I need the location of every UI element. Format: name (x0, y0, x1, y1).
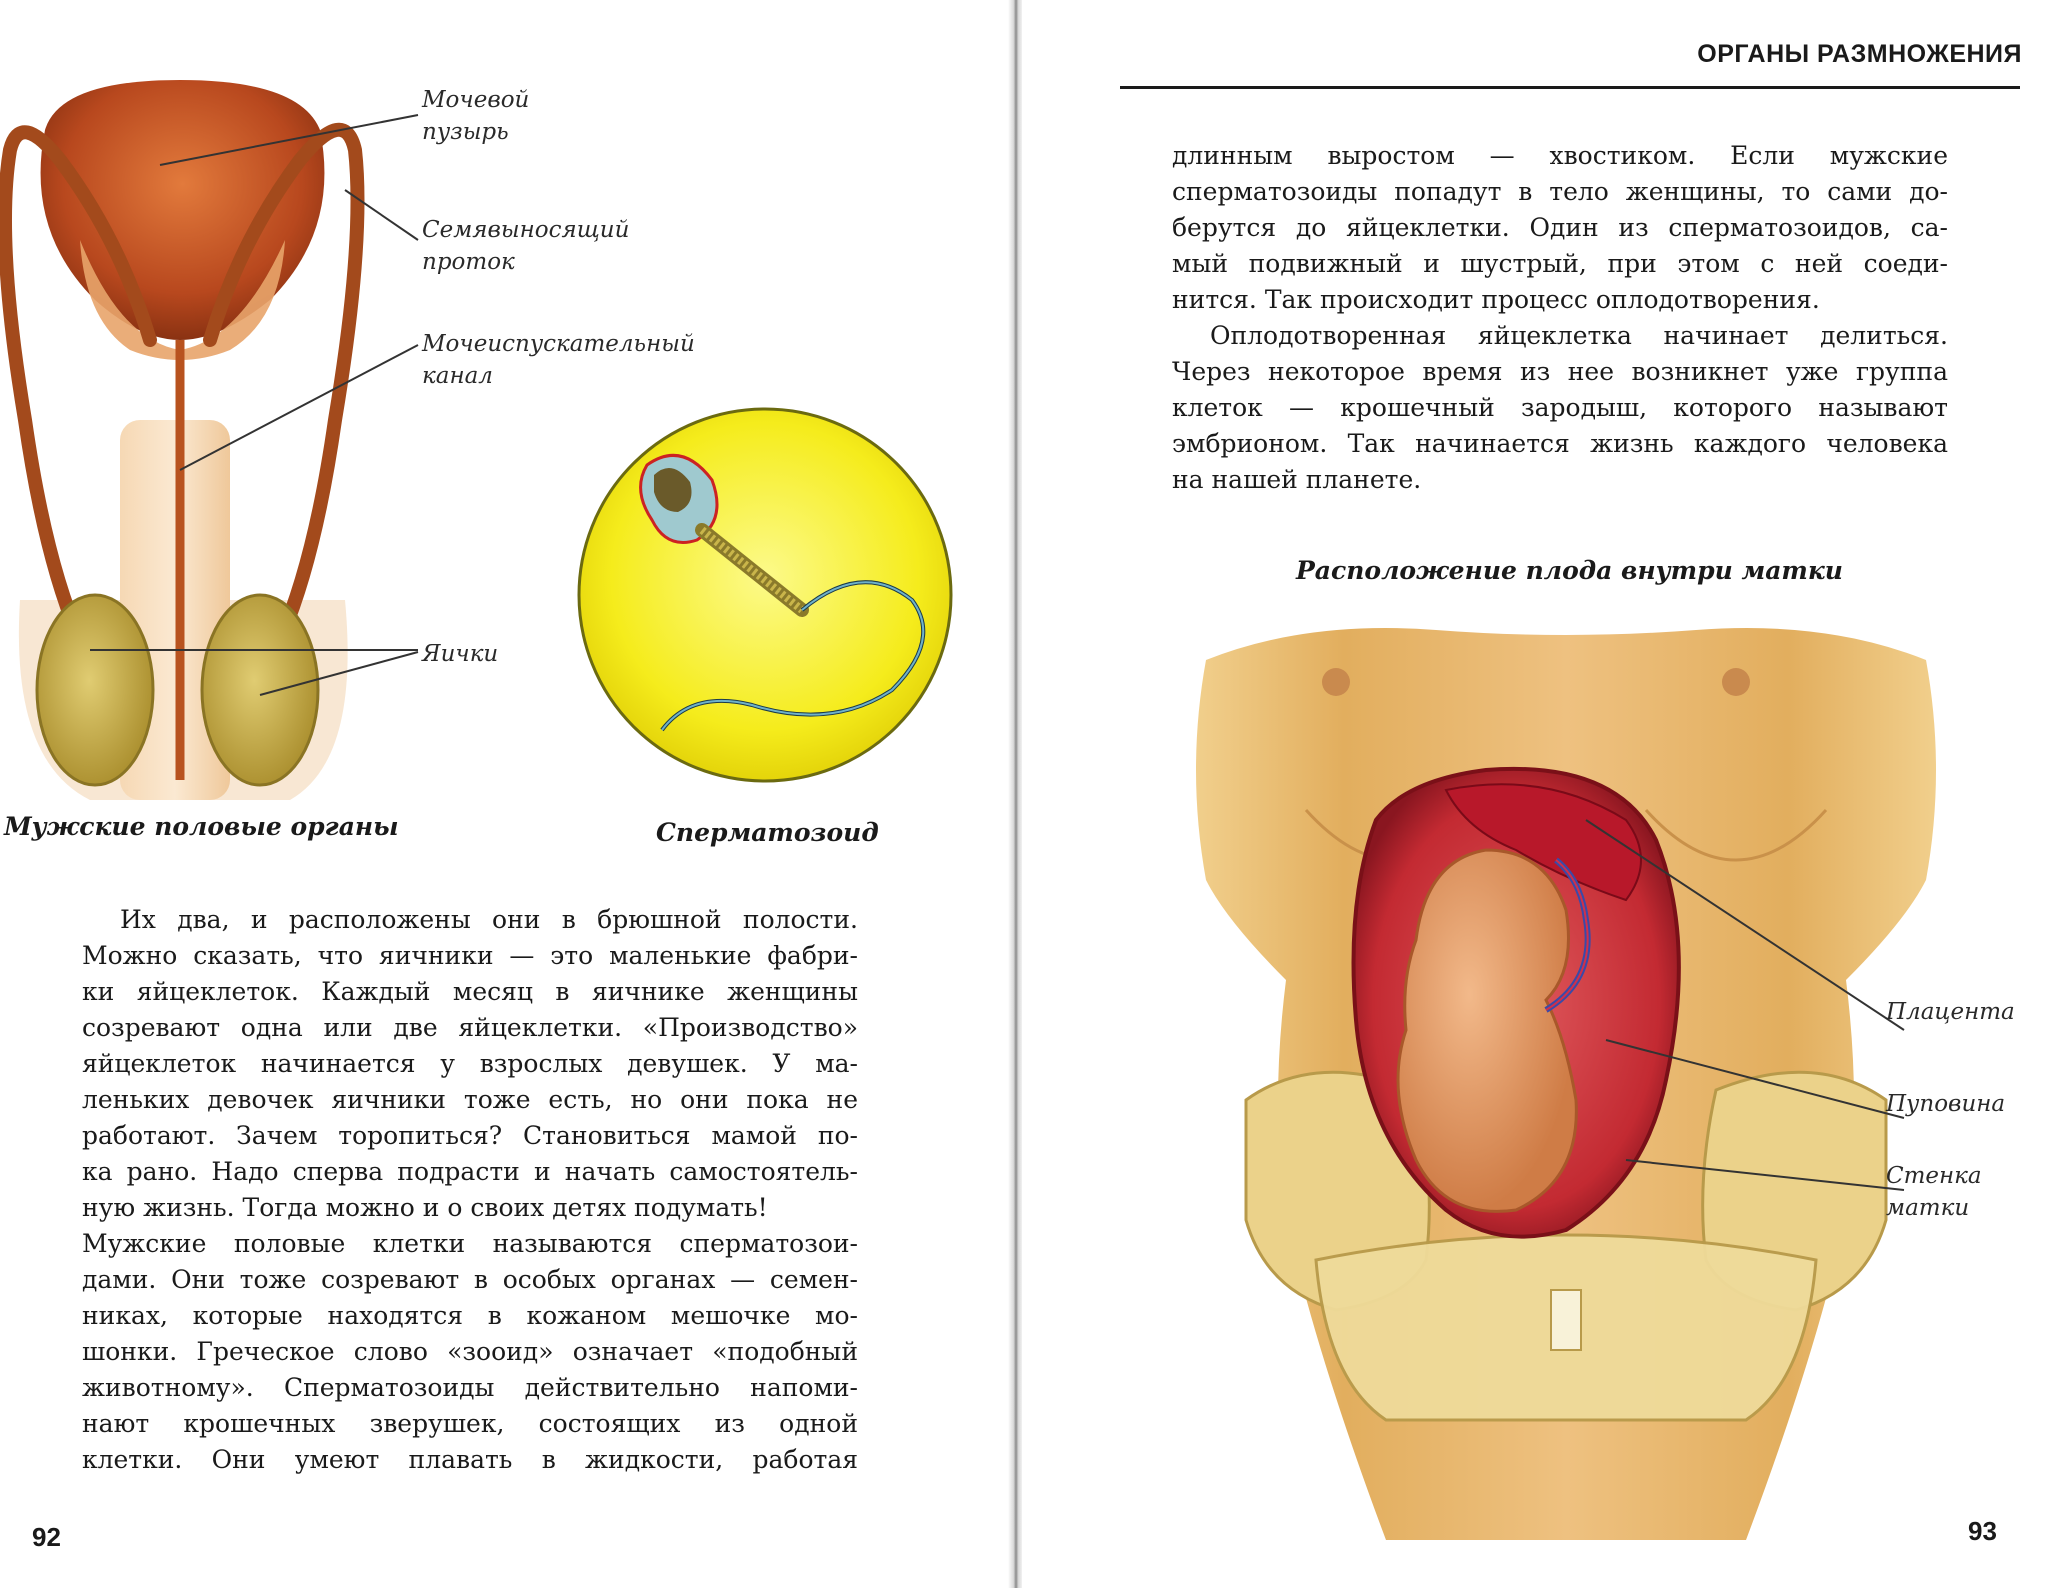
running-head: ОРГАНЫ РАЗМНОЖЕНИЯ (1697, 40, 2022, 68)
text-line: сперматозоиды попадут в тело женщины, то сами до- (1172, 177, 1948, 206)
text-line: клетки. Они умеют плавать в жидкости, работая (82, 1445, 858, 1474)
text-line: шонки. Греческое слово «зооид» означает «подобный (82, 1337, 858, 1366)
text-line: длинным выростом — хвостиком. Если мужские (1172, 141, 1948, 170)
text-line: Оплодотворенная яйцеклетка начинает делиться. (1210, 321, 1948, 350)
label-uterine-wall (1886, 1160, 1982, 1224)
text-line: Через некоторое время из нее возникнет уже группа (1172, 357, 1948, 386)
text-line: дами. Они тоже созревают в особых органах — семен- (82, 1265, 858, 1294)
label-urethra (422, 328, 695, 392)
text-line: леньких девочек яичники тоже есть, но они пока не (82, 1085, 858, 1114)
label-testes (422, 638, 498, 670)
label-urethra-line-2: канал (422, 363, 493, 389)
text-line: эмбрионом. Так начинается жизнь каждого человека (1172, 429, 1948, 458)
label-bladder-line-1: Мочевой (422, 87, 530, 113)
right-page (1022, 0, 2048, 1588)
caption-male-organs: Мужские половые органы (4, 812, 399, 841)
running-head-rule (1120, 86, 2020, 89)
text-line: ки яйцеклеток. Каждый месяц в яичнике женщины (82, 977, 858, 1006)
left-body-text (82, 902, 858, 1478)
label-placenta-text: Плацента (1886, 999, 2015, 1025)
label-umbilical-cord (1886, 1088, 2005, 1120)
fetus-in-uterus-illustration (1186, 620, 1948, 1540)
page-number-right: 93 (1968, 1516, 1997, 1546)
label-wall-line-1: Стенка (1886, 1163, 1982, 1189)
caption-sperm: Сперматозоид (656, 818, 879, 847)
caption-fetus: Расположение плода внутри матки (1296, 556, 1843, 585)
text-line: Мужские половые клетки называются сперматозои- (82, 1229, 858, 1258)
text-line: нится. Так происходит процесс оплодотворения. (1172, 285, 1820, 314)
text-line: мый подвижный и шустрый, при этом с ней соеди- (1172, 249, 1948, 278)
text-line: Их два, и расположены они в брюшной полости. (120, 905, 858, 934)
label-bladder (422, 84, 529, 148)
text-line: Можно сказать, что яичники — это маленькие фабри- (82, 941, 858, 970)
text-line: берутся до яйцеклетки. Один из сперматозоидов, са- (1172, 213, 1948, 242)
label-placenta (1886, 996, 2015, 1028)
text-line: яйцеклеток начинается у взрослых девушек. У ма- (82, 1049, 858, 1078)
left-page (0, 0, 1010, 1588)
label-urethra-line-1: Мочеиспускательный (422, 331, 695, 357)
label-vas-deferens (422, 214, 629, 278)
label-vas-line-1: Семявыносящий (422, 217, 630, 243)
text-line: работают. Зачем торопиться? Становиться мамой по- (82, 1121, 858, 1150)
label-bladder-line-2: пузырь (422, 119, 509, 145)
text-line: ную жизнь. Тогда можно и о своих детях подумать! (82, 1193, 768, 1222)
text-line: ка рано. Надо сперва подрасти и начать самостоятель- (82, 1157, 858, 1186)
label-testes-text: Яички (422, 641, 499, 667)
text-line: на нашей планете. (1172, 465, 1422, 494)
text-line: животному». Сперматозоиды действительно напоми- (82, 1373, 858, 1402)
label-cord-text: Пуповина (1886, 1091, 2006, 1117)
male-organs-illustration (0, 40, 420, 800)
text-line: клеток — крошечный зародыш, которого называют (1172, 393, 1948, 422)
label-vas-line-2: проток (422, 249, 515, 275)
text-line: созревают одна или две яйцеклетки. «Производство» (82, 1013, 858, 1042)
sperm-illustration (572, 400, 958, 790)
page-number-left: 92 (32, 1522, 61, 1552)
text-line: нают крошечных зверушек, состоящих из одной (82, 1409, 858, 1438)
right-body-text (1172, 138, 1948, 498)
text-line: никах, которые находятся в кожаном мешочке мо- (82, 1301, 858, 1330)
label-wall-line-2: матки (1886, 1195, 1970, 1221)
